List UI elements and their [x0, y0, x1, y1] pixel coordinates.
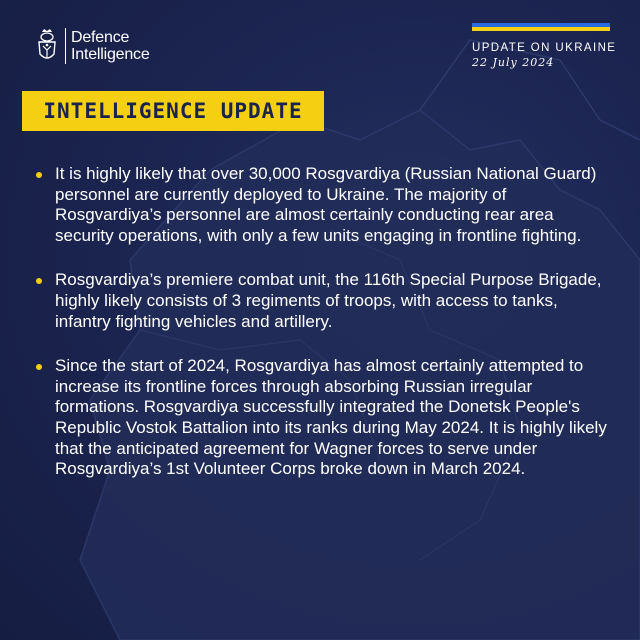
ukraine-flag — [472, 23, 610, 31]
bullet-dot-icon — [36, 172, 42, 178]
bullet-text-3: Since the start of 2024, Rosgvardiya has almost certainly attempted to increase its frontline forces through absorbing Russian irregular formations. Rosgvardiya successfully integrated the Donetsk People's Republic Vostok Battalion into its ranks during May 2024. It is highly likely that the anticipated agreement for Wagner forces to serve under Rosgvardiya’s 1st Volunteer Corps broke down in March 2024. — [55, 356, 607, 479]
bullet-item-2 — [36, 270, 610, 332]
bullet-item-1 — [36, 164, 610, 246]
bullet-item-3 — [36, 356, 610, 480]
logo-text — [71, 29, 150, 63]
update-date: 22 July 2024 — [472, 56, 555, 69]
bullet-list — [36, 164, 610, 504]
bullet-text-2: Rosgvardiya’s premiere combat unit, the 116th Special Purpose Brigade, highly likely consists of 3 regiments of troops, with access to tanks, infantry fighting vehicles and artillery. — [55, 270, 602, 331]
defence-intelligence-logo — [34, 26, 150, 66]
logo-line-1: Defence — [71, 29, 130, 46]
crest-icon — [34, 28, 60, 64]
intelligence-update-banner: INTELLIGENCE UPDATE — [22, 91, 324, 131]
bullet-text-1: It is highly likely that over 30,000 Rosgvardiya (Russian National Guard) personnel are currently deployed to Ukraine. The majority of Rosgvardiya’s personnel are almost certainly conducting rear area security operations, with only a few units engaging in frontline fighting. — [55, 164, 597, 245]
logo-divider — [65, 28, 66, 64]
update-title: UPDATE ON UKRAINE — [472, 42, 617, 54]
bullet-dot-icon — [36, 364, 42, 370]
bullet-dot-icon — [36, 278, 42, 284]
flag-yellow-stripe — [472, 27, 610, 31]
logo-line-2: Intelligence — [71, 46, 150, 63]
